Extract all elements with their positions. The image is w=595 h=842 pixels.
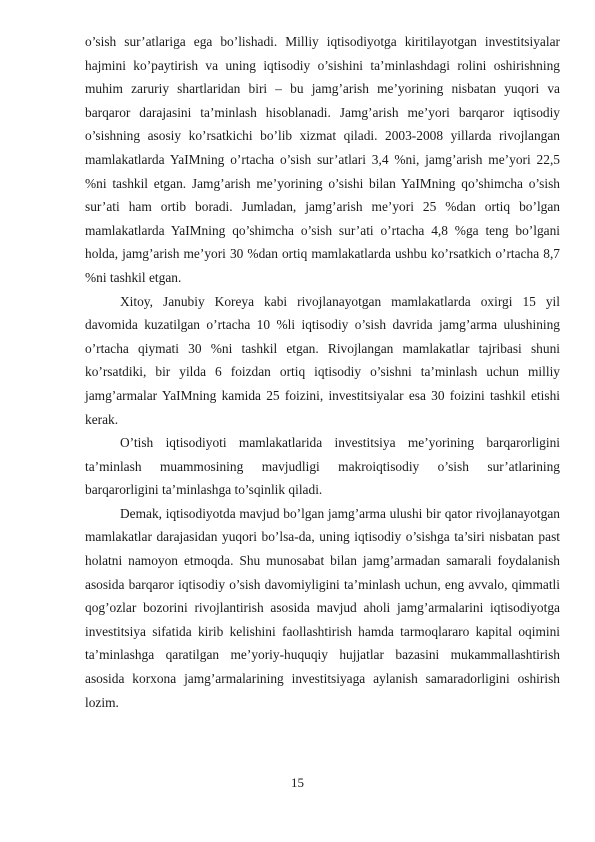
paragraph-1: o’sish sur’atlariga ega bo’lishadi. Milliy iqtisodiyotga kiritilayotgan investitsiyalar hajmini ko’paytirish va uning iqtisodiy o’sishini ta’minlashdagi rolini oshirishning muhim zaruriy shartlaridan biri – bu jamg’arish me’yorining nisbatan yuqori va barqaror darajasini ta’minlash hisoblanadi. Jamg’arish me’yori barqaror iqtisodiy o’sishning asosiy ko’rsatkichi bo’lib xizmat qiladi. 2003-2008 yillarda rivojlangan mamlakatlarda YaIMning o’rtacha o’sish sur’atlari 3,4 %ni, jamg’arish me’yori 22,5 %ni tashkil etgan. Jamg’arish me’yorining o’sishi bilan YaIMning qo’shimcha o’sish sur’ati ham ortib boradi. Jumladan, jamg’arish me’yori 25 %dan ortiq bo’lgan mamlakatlarda YaIMning qo’shimcha o’sish sur’ati o’rtacha 4,8 %ga teng bo’lgani holda, jamg’arish me’yori 30 %dan ortiq mamlakatlarda ushbu ko’rsatkich o’rtacha 8,7 %ni tashkil etgan. <box>85 34 560 285</box>
paragraph-4: Demak, iqtisodiyotda mavjud bo’lgan jamg’arma ulushi bir qator rivojlanayotgan mamlakatlar darajasidan yuqori bo’lsa-da, uning iqtisodiy o’sishga ta’siri nisbatan past holatni namoyon etmoqda. Shu munosabat bilan jamg’armadan samarali foydalanish asosida barqaror iqtisodiy o’sish davomiyligini ta’minlash uchun, eng avvalo, qimmatli qog’ozlar bozorini rivojlantirish asosida mavjud aholi jamg’armalarini iqtisodiyotga investitsiya sifatida kirib kelishini faollashtirish hamda tarmoqlararo kapital oqimini ta’minlashga qaratilgan me’yoriy-huquqiy hujjatlar bazasini mukammallashtirish asosida korxona jamg’armalarining investitsiyaga aylanish samaradorligini oshirish lozim. <box>85 505 560 710</box>
document-body <box>85 30 560 714</box>
page-number: 15 <box>291 775 304 790</box>
paragraph-2: Xitoy, Janubiy Koreya kabi rivojlanayotgan mamlakatlarda oxirgi 15 yil davomida kuzatilgan o’rtacha 10 %li iqtisodiy o’sish davrida jamg’arma ulushining o’rtacha qiymati 30 %ni tashkil etgan. Rivojlangan mamlakatlar tajribasi shuni ko’rsatdiki, bir yilda 6 foizdan ortiq iqtisodiy o’sishni ta’minlash uchun milliy jamg’armalar YaIMning kamida 25 foizini, investitsiyalar esa 30 foizini tashkil etishi kerak. <box>85 293 560 427</box>
paragraph-3: O’tish iqtisodiyoti mamlakatlarida investitsiya me’yorining barqarorligini ta’minlash muammosining mavjudligi makroiqtisodiy o’sish sur’atlarining barqarorligini ta’minlashga to’sqinlik qiladi. <box>85 435 560 498</box>
